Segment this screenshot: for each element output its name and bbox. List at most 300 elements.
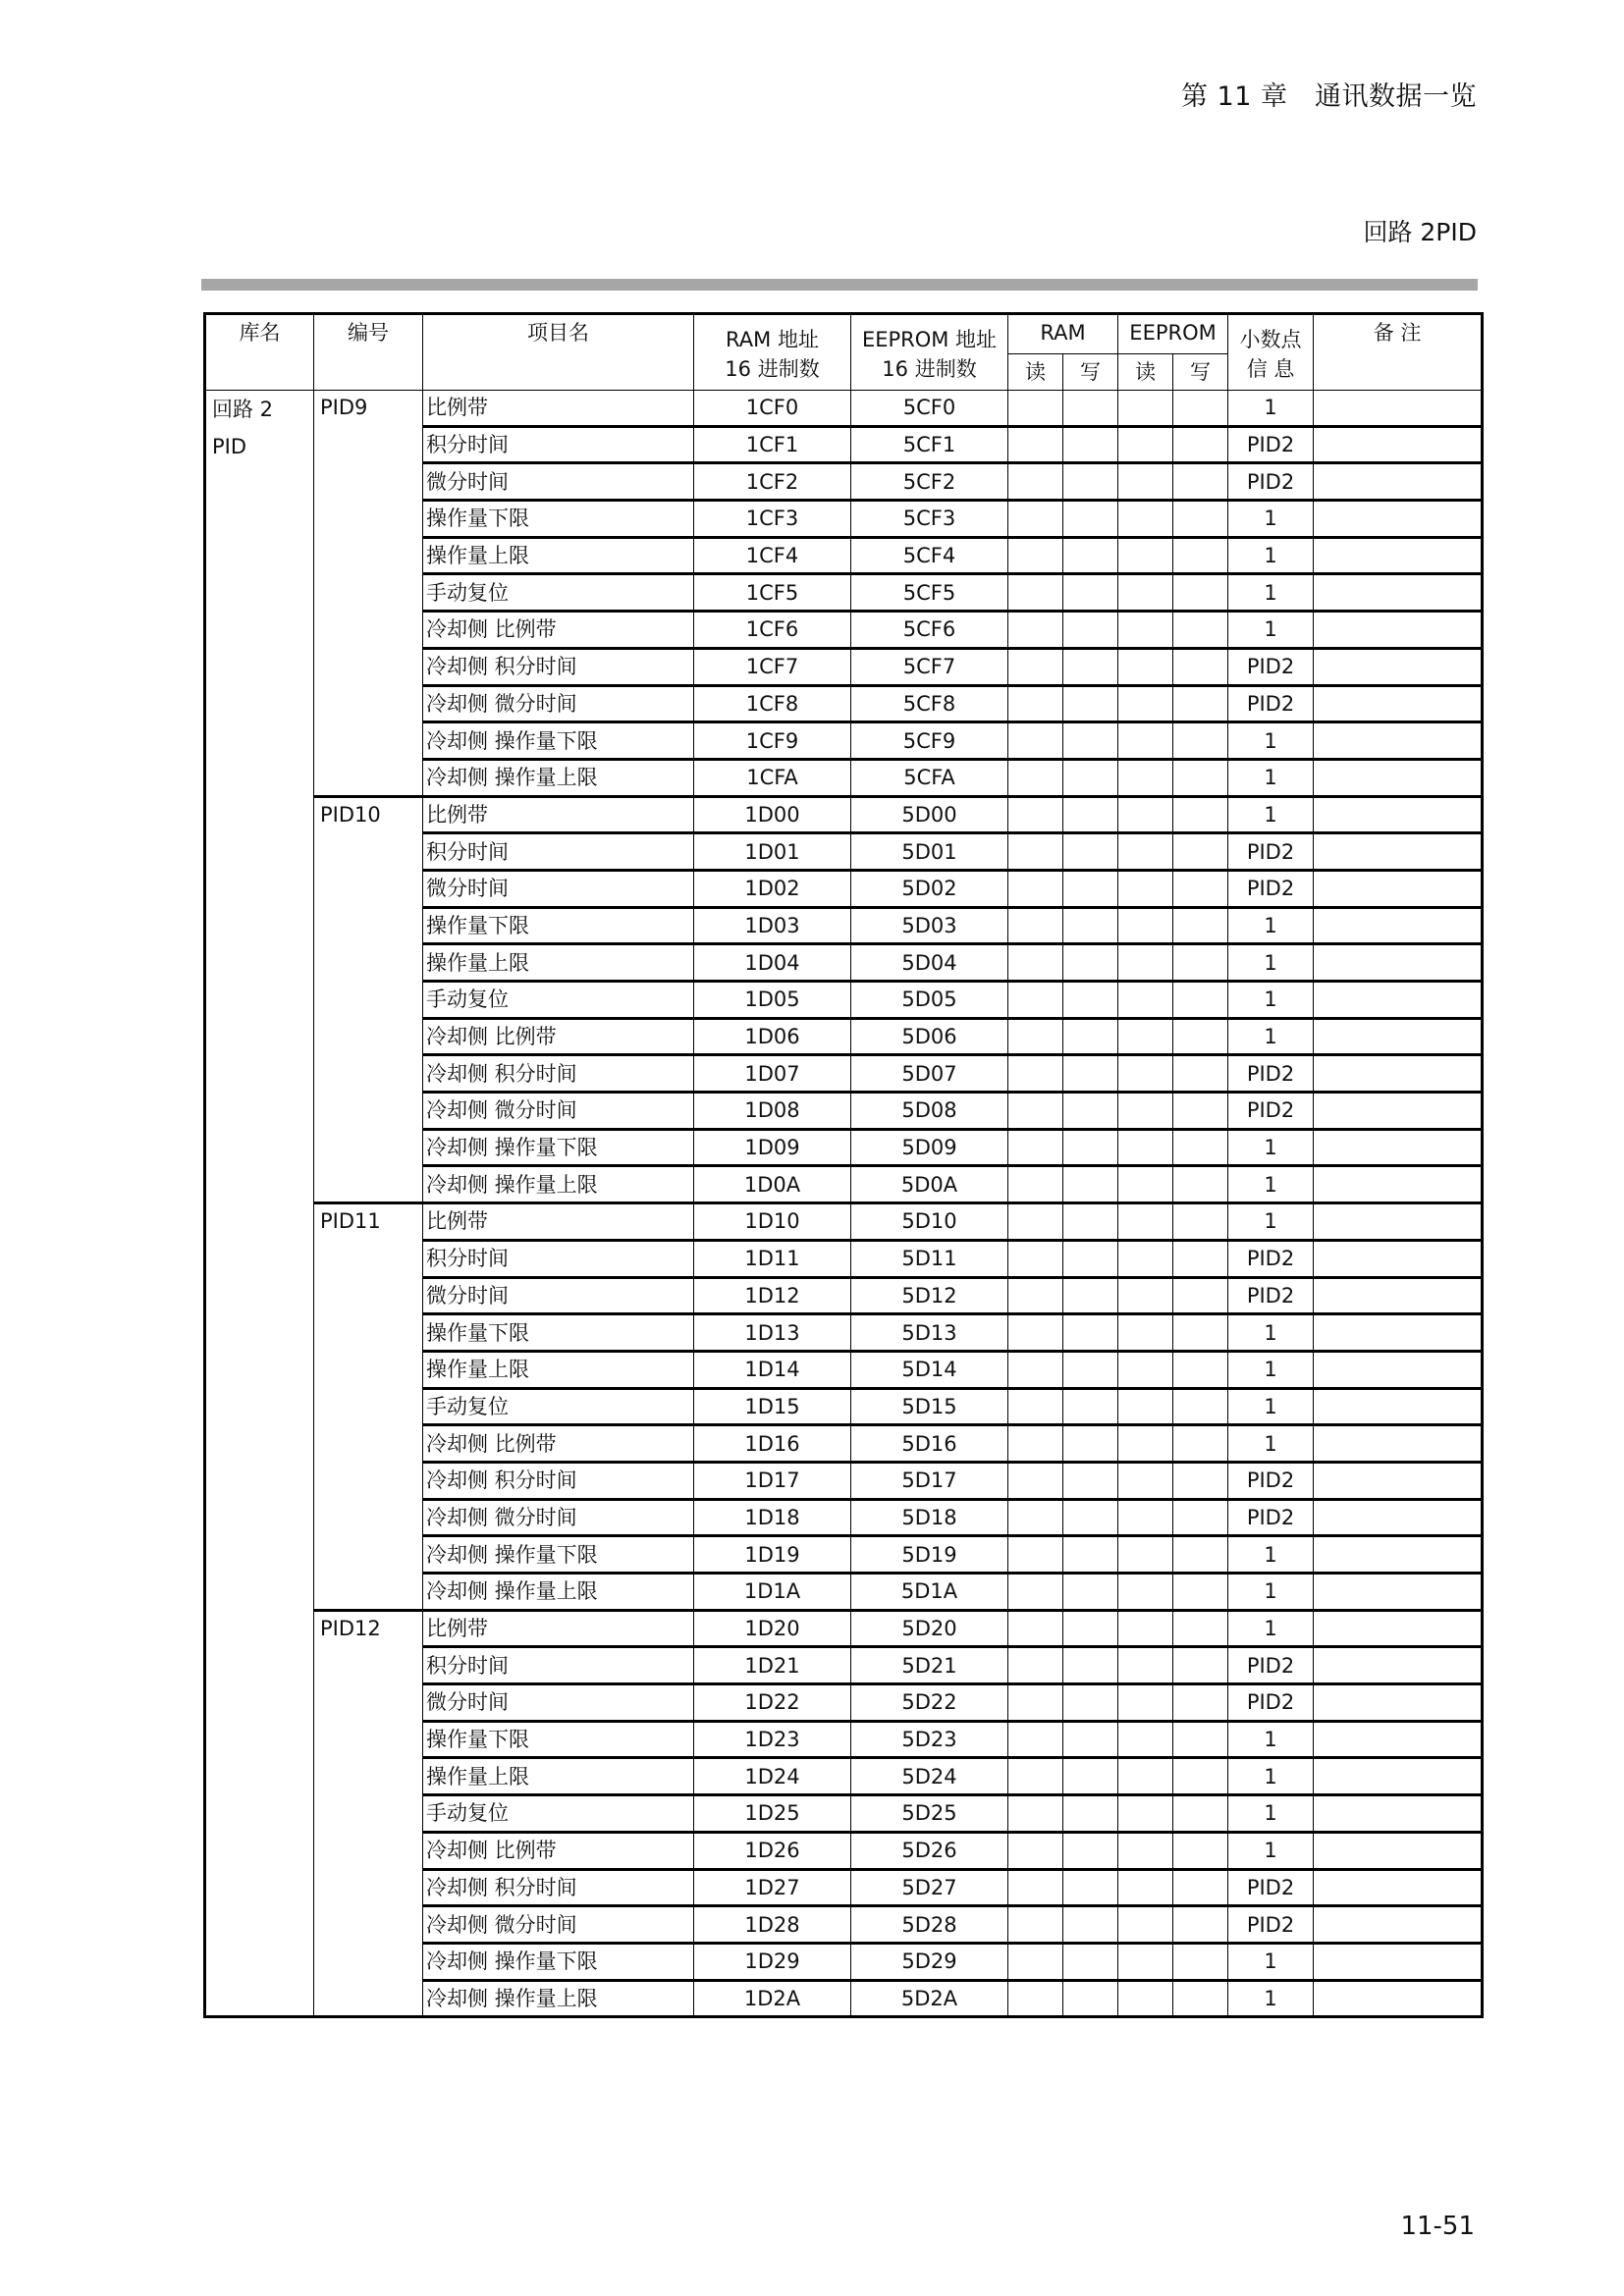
remark-cell [1314,1758,1483,1795]
header-eeprom-addr-line1: EEPROM 地址 [861,327,998,351]
ram-write-cell [1063,1499,1118,1536]
ram-address-cell: 1D29 [694,1943,851,1980]
header-ram-addr-line1: RAM 地址 [726,327,819,351]
eeprom-address-cell: 5D06 [851,1018,1008,1055]
eeprom-address-cell: 5D12 [851,1277,1008,1314]
ram-write-cell [1063,1721,1118,1758]
ram-read-cell [1008,1832,1063,1869]
eeprom-read-cell [1118,1684,1173,1722]
eeprom-write-cell [1173,685,1228,722]
eeprom-read-cell [1118,1388,1173,1425]
item-name-cell: 积分时间 [423,1240,694,1277]
eeprom-read-cell [1118,1055,1173,1093]
eeprom-read-cell [1118,1980,1173,2017]
decimal-info-cell: 1 [1228,1943,1314,1980]
ram-read-cell [1008,1980,1063,2017]
group-number-cell: PID9 [314,391,423,797]
ram-write-cell [1063,796,1118,833]
eeprom-read-cell [1118,870,1173,907]
ram-write-cell [1063,1684,1118,1722]
header-item: 项目名 [423,314,694,391]
ram-write-cell [1063,1166,1118,1203]
ram-address-cell: 1D08 [694,1093,851,1130]
ram-read-cell [1008,833,1063,871]
item-name-cell: 手动复位 [423,1795,694,1833]
decimal-info-cell: 1 [1228,907,1314,944]
remark-cell [1314,1980,1483,2017]
remark-cell [1314,1203,1483,1241]
decimal-info-cell: 1 [1228,1351,1314,1388]
eeprom-address-cell: 5D10 [851,1203,1008,1241]
ram-write-cell [1063,1536,1118,1574]
header-num: 编号 [314,314,423,391]
decimal-info-cell: 1 [1228,1536,1314,1574]
ram-read-cell [1008,463,1063,501]
eeprom-read-cell [1118,537,1173,574]
ram-write-cell [1063,463,1118,501]
header-eeprom-addr-line2: 16 进制数 [882,356,977,381]
decimal-info-cell: 1 [1228,1832,1314,1869]
remark-cell [1314,1093,1483,1130]
ram-write-cell [1063,1351,1118,1388]
item-name-cell: 操作量下限 [423,501,694,538]
item-name-cell: 微分时间 [423,1277,694,1314]
eeprom-address-cell: 5D2A [851,1980,1008,2017]
eeprom-read-cell [1118,1166,1173,1203]
ram-address-cell: 1CF3 [694,501,851,538]
ram-address-cell: 1D10 [694,1203,851,1241]
decimal-info-cell: 1 [1228,1980,1314,2017]
header-ram-addr [694,314,851,391]
item-name-cell: 冷却侧 操作量上限 [423,1166,694,1203]
remark-cell [1314,1499,1483,1536]
eeprom-read-cell [1118,463,1173,501]
decimal-info-cell: PID2 [1228,1462,1314,1499]
item-name-cell: 冷却侧 操作量上限 [423,759,694,796]
remark-cell [1314,1277,1483,1314]
ram-read-cell [1008,1574,1063,1611]
eeprom-address-cell: 5CF7 [851,648,1008,685]
ram-write-cell [1063,685,1118,722]
ram-write-cell [1063,944,1118,982]
group-number-cell: PID11 [314,1203,423,1611]
ram-write-cell [1063,1018,1118,1055]
eeprom-address-cell: 5D00 [851,796,1008,833]
ram-address-cell: 1CF8 [694,685,851,722]
decimal-info-cell: 1 [1228,944,1314,982]
eeprom-address-cell: 5D08 [851,1093,1008,1130]
header-ram: RAM [1008,314,1118,354]
eeprom-address-cell: 5D24 [851,1758,1008,1795]
eeprom-read-cell [1118,1795,1173,1833]
eeprom-write-cell [1173,1684,1228,1722]
eeprom-write-cell [1173,501,1228,538]
eeprom-address-cell: 5CF9 [851,722,1008,760]
item-name-cell: 比例带 [423,1610,694,1647]
ram-read-cell [1008,1462,1063,1499]
remark-cell [1314,501,1483,538]
item-name-cell: 积分时间 [423,1647,694,1684]
eeprom-read-cell [1118,1462,1173,1499]
eeprom-address-cell: 5CF4 [851,537,1008,574]
eeprom-address-cell: 5D07 [851,1055,1008,1093]
decimal-info-cell: 1 [1228,1129,1314,1166]
remark-cell [1314,685,1483,722]
eeprom-write-cell [1173,1869,1228,1906]
eeprom-write-cell [1173,1240,1228,1277]
ram-read-cell [1008,982,1063,1019]
ram-write-cell [1063,1758,1118,1795]
item-name-cell: 冷却侧 操作量下限 [423,1943,694,1980]
eeprom-address-cell: 5D20 [851,1610,1008,1647]
eeprom-address-cell: 5D03 [851,907,1008,944]
header-eeprom-read: 读 [1118,354,1173,391]
ram-read-cell [1008,1721,1063,1758]
ram-read-cell [1008,1093,1063,1130]
eeprom-address-cell: 5D04 [851,944,1008,982]
ram-read-cell [1008,1795,1063,1833]
decimal-info-cell: 1 [1228,1166,1314,1203]
item-name-cell: 冷却侧 比例带 [423,1832,694,1869]
eeprom-address-cell: 5D19 [851,1536,1008,1574]
ram-read-cell [1008,1869,1063,1906]
item-name-cell: 冷却侧 积分时间 [423,648,694,685]
decimal-info-cell: PID2 [1228,685,1314,722]
item-name-cell: 手动复位 [423,574,694,612]
eeprom-address-cell: 5D26 [851,1832,1008,1869]
ram-read-cell [1008,426,1063,463]
eeprom-write-cell [1173,1462,1228,1499]
decimal-info-cell: 1 [1228,612,1314,649]
eeprom-read-cell [1118,501,1173,538]
ram-write-cell [1063,1314,1118,1352]
remark-cell [1314,796,1483,833]
decimal-info-cell: 1 [1228,391,1314,427]
remark-cell [1314,1055,1483,1093]
ram-address-cell: 1D04 [694,944,851,982]
item-name-cell: 比例带 [423,391,694,427]
ram-read-cell [1008,685,1063,722]
eeprom-write-cell [1173,1574,1228,1611]
decimal-info-cell: 1 [1228,1425,1314,1463]
ram-address-cell: 1D13 [694,1314,851,1352]
eeprom-read-cell [1118,612,1173,649]
remark-cell [1314,1906,1483,1944]
eeprom-write-cell [1173,1906,1228,1944]
decimal-info-cell: 1 [1228,796,1314,833]
decimal-info-cell: PID2 [1228,1093,1314,1130]
eeprom-address-cell: 5D09 [851,1129,1008,1166]
eeprom-read-cell [1118,685,1173,722]
ram-write-cell [1063,648,1118,685]
ram-read-cell [1008,537,1063,574]
decimal-info-cell: 1 [1228,501,1314,538]
item-name-cell: 微分时间 [423,870,694,907]
ram-write-cell [1063,907,1118,944]
decimal-info-cell: PID2 [1228,1684,1314,1722]
ram-address-cell: 1D0A [694,1166,851,1203]
decimal-info-cell: 1 [1228,1018,1314,1055]
eeprom-address-cell: 5CF3 [851,501,1008,538]
eeprom-read-cell [1118,1610,1173,1647]
library-name-line2: PID [212,435,247,458]
remark-cell [1314,759,1483,796]
eeprom-address-cell: 5D02 [851,870,1008,907]
item-name-cell: 比例带 [423,796,694,833]
ram-read-cell [1008,1277,1063,1314]
decimal-info-cell: 1 [1228,1203,1314,1241]
ram-address-cell: 1D2A [694,1980,851,2017]
eeprom-read-cell [1118,1574,1173,1611]
remark-cell [1314,1314,1483,1352]
eeprom-address-cell: 5D1A [851,1574,1008,1611]
eeprom-write-cell [1173,833,1228,871]
ram-address-cell: 1D01 [694,833,851,871]
eeprom-write-cell [1173,1610,1228,1647]
eeprom-read-cell [1118,1758,1173,1795]
ram-read-cell [1008,612,1063,649]
ram-address-cell: 1D18 [694,1499,851,1536]
ram-write-cell [1063,982,1118,1019]
item-name-cell: 微分时间 [423,1684,694,1722]
remark-cell [1314,537,1483,574]
ram-write-cell [1063,722,1118,760]
ram-address-cell: 1D11 [694,1240,851,1277]
item-name-cell: 冷却侧 微分时间 [423,1499,694,1536]
eeprom-read-cell [1118,1943,1173,1980]
ram-address-cell: 1D19 [694,1536,851,1574]
header-ram-addr-line2: 16 进制数 [725,356,820,381]
ram-write-cell [1063,1462,1118,1499]
eeprom-address-cell: 5D15 [851,1388,1008,1425]
ram-write-cell [1063,1425,1118,1463]
header-decimal [1228,314,1314,391]
item-name-cell: 冷却侧 操作量下限 [423,1536,694,1574]
ram-read-cell [1008,1018,1063,1055]
ram-read-cell [1008,1758,1063,1795]
eeprom-read-cell [1118,982,1173,1019]
eeprom-write-cell [1173,1425,1228,1463]
eeprom-write-cell [1173,1277,1228,1314]
decimal-info-cell: PID2 [1228,1647,1314,1684]
ram-address-cell: 1CF5 [694,574,851,612]
ram-address-cell: 1D05 [694,982,851,1019]
ram-address-cell: 1D21 [694,1647,851,1684]
ram-read-cell [1008,574,1063,612]
remark-cell [1314,907,1483,944]
ram-write-cell [1063,1832,1118,1869]
eeprom-address-cell: 5D05 [851,982,1008,1019]
remark-cell [1314,1166,1483,1203]
eeprom-write-cell [1173,537,1228,574]
remark-cell [1314,1574,1483,1611]
ram-read-cell [1008,1203,1063,1241]
remark-cell [1314,1943,1483,1980]
ram-address-cell: 1D09 [694,1129,851,1166]
ram-write-cell [1063,1795,1118,1833]
eeprom-write-cell [1173,1832,1228,1869]
group-number-cell: PID12 [314,1610,423,2017]
item-name-cell: 冷却侧 微分时间 [423,1093,694,1130]
data-table [203,312,1484,2018]
decimal-info-cell: PID2 [1228,1055,1314,1093]
item-name-cell: 冷却侧 操作量上限 [423,1980,694,2017]
ram-address-cell: 1D14 [694,1351,851,1388]
item-name-cell: 操作量上限 [423,1758,694,1795]
eeprom-address-cell: 5D01 [851,833,1008,871]
item-name-cell: 微分时间 [423,463,694,501]
eeprom-address-cell: 5D22 [851,1684,1008,1722]
eeprom-address-cell: 5D14 [851,1351,1008,1388]
item-name-cell: 冷却侧 比例带 [423,1018,694,1055]
eeprom-write-cell [1173,426,1228,463]
ram-read-cell [1008,1684,1063,1722]
ram-address-cell: 1D25 [694,1795,851,1833]
header-lib: 库名 [205,314,314,391]
ram-address-cell: 1D03 [694,907,851,944]
eeprom-read-cell [1118,1277,1173,1314]
ram-write-cell [1063,612,1118,649]
eeprom-address-cell: 5D11 [851,1240,1008,1277]
eeprom-read-cell [1118,1351,1173,1388]
eeprom-address-cell: 5D18 [851,1499,1008,1536]
eeprom-write-cell [1173,907,1228,944]
eeprom-read-cell [1118,648,1173,685]
item-name-cell: 手动复位 [423,982,694,1019]
ram-address-cell: 1CF0 [694,391,851,427]
table-row [205,796,1483,833]
eeprom-address-cell: 5D28 [851,1906,1008,1944]
item-name-cell: 手动复位 [423,1388,694,1425]
remark-cell [1314,391,1483,427]
decimal-info-cell: PID2 [1228,1240,1314,1277]
item-name-cell: 冷却侧 操作量下限 [423,722,694,760]
eeprom-read-cell [1118,426,1173,463]
eeprom-read-cell [1118,574,1173,612]
item-name-cell: 冷却侧 比例带 [423,612,694,649]
item-name-cell: 操作量上限 [423,1351,694,1388]
eeprom-write-cell [1173,1980,1228,2017]
library-name-line1: 回路 2 [212,398,274,421]
eeprom-write-cell [1173,1536,1228,1574]
eeprom-write-cell [1173,1055,1228,1093]
decimal-info-cell: 1 [1228,759,1314,796]
item-name-cell: 冷却侧 比例带 [423,1425,694,1463]
eeprom-write-cell [1173,1203,1228,1241]
eeprom-write-cell [1173,612,1228,649]
item-name-cell: 操作量上限 [423,537,694,574]
eeprom-read-cell [1118,1832,1173,1869]
ram-address-cell: 1D28 [694,1906,851,1944]
remark-cell [1314,648,1483,685]
eeprom-read-cell [1118,796,1173,833]
eeprom-address-cell: 5CF1 [851,426,1008,463]
header-ram-write: 写 [1063,354,1118,391]
header-decimal-line1: 小数点 [1239,327,1302,351]
eeprom-write-cell [1173,1166,1228,1203]
section-title: 回路 2PID [1363,218,1477,246]
ram-address-cell: 1D23 [694,1721,851,1758]
ram-read-cell [1008,1536,1063,1574]
ram-read-cell [1008,1647,1063,1684]
ram-address-cell: 1CF7 [694,648,851,685]
remark-cell [1314,1832,1483,1869]
item-name-cell: 冷却侧 微分时间 [423,685,694,722]
decimal-info-cell: 1 [1228,1795,1314,1833]
remark-cell [1314,1795,1483,1833]
ram-write-cell [1063,1906,1118,1944]
eeprom-read-cell [1118,1018,1173,1055]
decimal-info-cell: PID2 [1228,1499,1314,1536]
eeprom-address-cell: 5D0A [851,1166,1008,1203]
ram-address-cell: 1CF4 [694,537,851,574]
eeprom-read-cell [1118,1499,1173,1536]
ram-address-cell: 1CFA [694,759,851,796]
decimal-info-cell: PID2 [1228,833,1314,871]
eeprom-write-cell [1173,759,1228,796]
decimal-info-cell: 1 [1228,982,1314,1019]
remark-cell [1314,426,1483,463]
item-name-cell: 冷却侧 积分时间 [423,1462,694,1499]
eeprom-read-cell [1118,1129,1173,1166]
item-name-cell: 操作量下限 [423,1721,694,1758]
ram-read-cell [1008,796,1063,833]
ram-write-cell [1063,1647,1118,1684]
item-name-cell: 操作量上限 [423,944,694,982]
header-eeprom-addr [851,314,1008,391]
ram-address-cell: 1D06 [694,1018,851,1055]
ram-write-cell [1063,1610,1118,1647]
ram-read-cell [1008,1314,1063,1352]
ram-write-cell [1063,1129,1118,1166]
ram-read-cell [1008,1906,1063,1944]
item-name-cell: 冷却侧 积分时间 [423,1869,694,1906]
ram-read-cell [1008,722,1063,760]
table-body [205,391,1483,2017]
ram-write-cell [1063,1093,1118,1130]
eeprom-write-cell [1173,1129,1228,1166]
remark-cell [1314,1684,1483,1722]
eeprom-read-cell [1118,1536,1173,1574]
ram-read-cell [1008,1166,1063,1203]
ram-write-cell [1063,391,1118,427]
remark-cell [1314,1351,1483,1388]
table-row [205,1203,1483,1241]
decimal-info-cell: PID2 [1228,426,1314,463]
remark-cell [1314,1536,1483,1574]
decimal-info-cell: 1 [1228,1574,1314,1611]
eeprom-read-cell [1118,1314,1173,1352]
eeprom-write-cell [1173,1943,1228,1980]
eeprom-address-cell: 5D23 [851,1721,1008,1758]
chapter-title: 第 11 章 通讯数据一览 [1180,81,1477,112]
ram-address-cell: 1D26 [694,1832,851,1869]
ram-address-cell: 1D20 [694,1610,851,1647]
eeprom-read-cell [1118,907,1173,944]
item-name-cell: 比例带 [423,1203,694,1241]
eeprom-read-cell [1118,1203,1173,1241]
decimal-info-cell: PID2 [1228,463,1314,501]
eeprom-write-cell [1173,1795,1228,1833]
ram-read-cell [1008,1129,1063,1166]
remark-cell [1314,1610,1483,1647]
header-remark: 备 注 [1314,314,1483,391]
eeprom-write-cell [1173,870,1228,907]
ram-write-cell [1063,1943,1118,1980]
eeprom-read-cell [1118,1425,1173,1463]
ram-write-cell [1063,501,1118,538]
page-number: 11-51 [1400,2212,1475,2241]
